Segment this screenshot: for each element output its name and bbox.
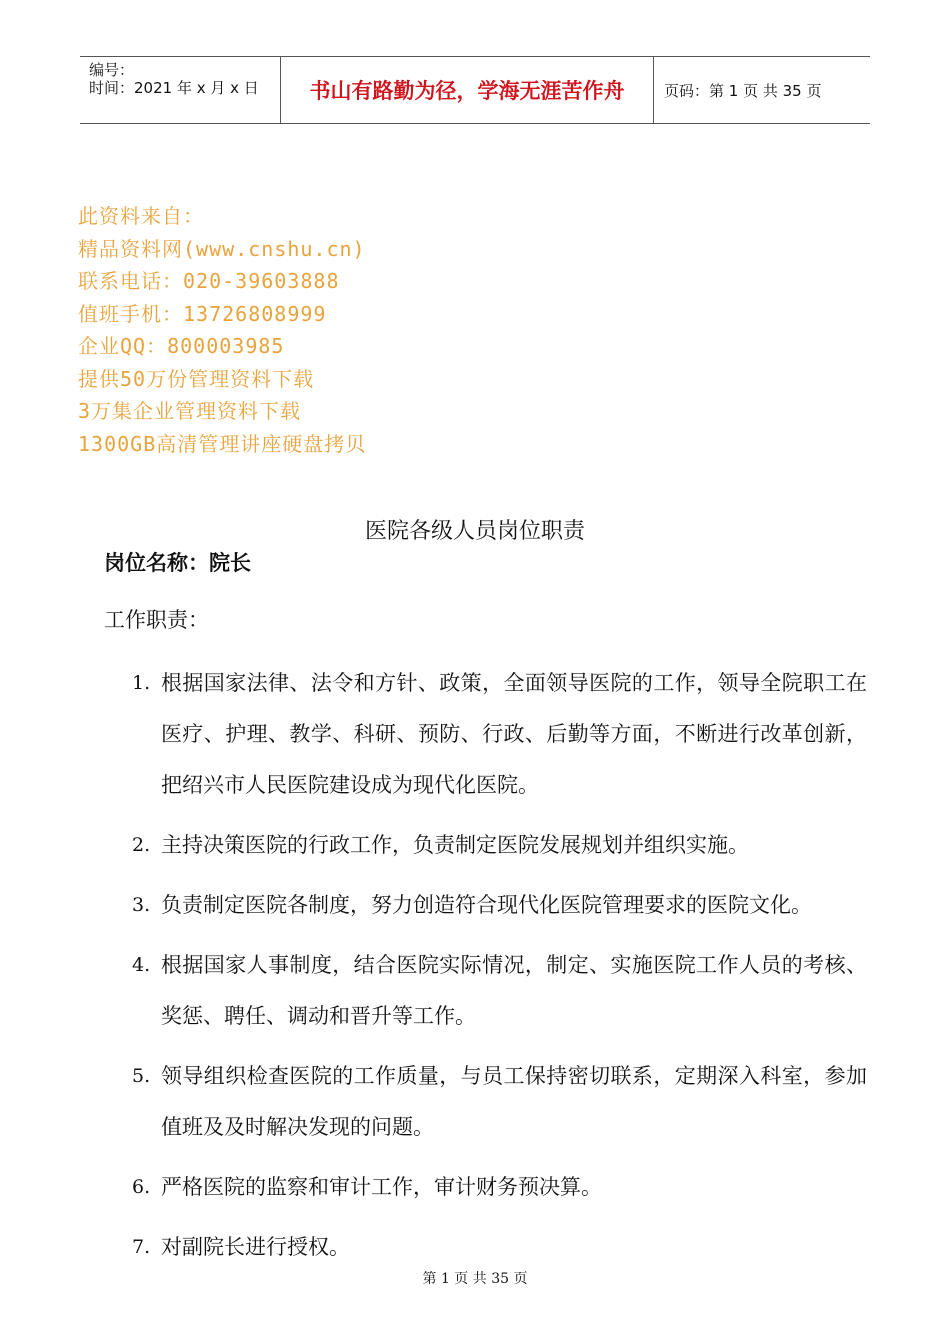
duty-number: 2. bbox=[132, 834, 151, 856]
page-header bbox=[80, 56, 870, 124]
duty-item bbox=[132, 1162, 867, 1213]
duty-text: 对副院长进行授权。 bbox=[161, 1235, 350, 1259]
ad-line: 提供50万份管理资料下载 bbox=[78, 366, 315, 391]
document-title: 医院各级人员岗位职责 bbox=[364, 519, 585, 544]
duty-number: 1. bbox=[132, 672, 151, 694]
header-meta bbox=[80, 57, 281, 123]
ad-line: 3万集企业管理资料下载 bbox=[78, 399, 302, 423]
duty-item bbox=[132, 820, 867, 871]
duty-number: 7. bbox=[132, 1236, 151, 1258]
duty-text: 根据国家人事制度，结合医院实际情况，制定、实施医院工作人员的考核、奖惩、聘任、调动和晋升等工作。 bbox=[161, 953, 867, 1028]
duty-number: 4. bbox=[132, 954, 151, 976]
time-label: 时间：2021 年 x 月 x 日 bbox=[89, 79, 259, 97]
duty-item bbox=[132, 880, 867, 931]
ad-line: 精品资料网(www.cnshu.cn) bbox=[78, 236, 366, 261]
serial-label: 编号： bbox=[89, 61, 135, 79]
duty-item bbox=[132, 1051, 867, 1153]
page-footer: 第 1 页 共 35 页 bbox=[422, 1271, 528, 1287]
ad-line: 值班手机：13726808999 bbox=[78, 301, 327, 326]
duties-list bbox=[132, 658, 867, 1282]
ad-line: 联系电话：020-39603888 bbox=[78, 269, 340, 293]
position-name: 岗位名称：院长 bbox=[104, 551, 251, 575]
header-motto: 书山有路勤为径，学海无涯苦作舟 bbox=[281, 57, 654, 123]
duties-label: 工作职责： bbox=[104, 608, 209, 632]
ad-line: 此资料来自： bbox=[78, 204, 204, 228]
ad-line: 企业QQ：800003985 bbox=[78, 334, 285, 358]
duty-text: 根据国家法律、法令和方针、政策，全面领导医院的工作，领导全院职工在医疗、护理、教学、科研、预防、行政、后勤等方面，不断进行改革创新，把绍兴市人民医院建设成为现代化医院。 bbox=[161, 671, 867, 797]
duty-number: 3. bbox=[132, 894, 151, 916]
ad-block bbox=[78, 200, 366, 460]
duty-item bbox=[132, 658, 867, 811]
duty-text: 负责制定医院各制度，努力创造符合现代化医院管理要求的医院文化。 bbox=[161, 893, 812, 917]
duty-number: 5. bbox=[132, 1065, 151, 1087]
ad-line: 1300GB高清管理讲座硬盘拷贝 bbox=[78, 431, 367, 456]
duty-number: 6. bbox=[132, 1176, 151, 1198]
duty-item bbox=[132, 1222, 867, 1273]
duty-text: 严格医院的监察和审计工作，审计财务预决算。 bbox=[161, 1175, 602, 1199]
duty-text: 主持决策医院的行政工作，负责制定医院发展规划并组织实施。 bbox=[161, 833, 749, 857]
duty-item bbox=[132, 940, 867, 1042]
header-page-info: 页码：第 1 页 共 35 页 bbox=[664, 81, 822, 100]
duty-text: 领导组织检查医院的工作质量，与员工保持密切联系，定期深入科室，参加值班及及时解决发现的问题。 bbox=[161, 1064, 867, 1139]
